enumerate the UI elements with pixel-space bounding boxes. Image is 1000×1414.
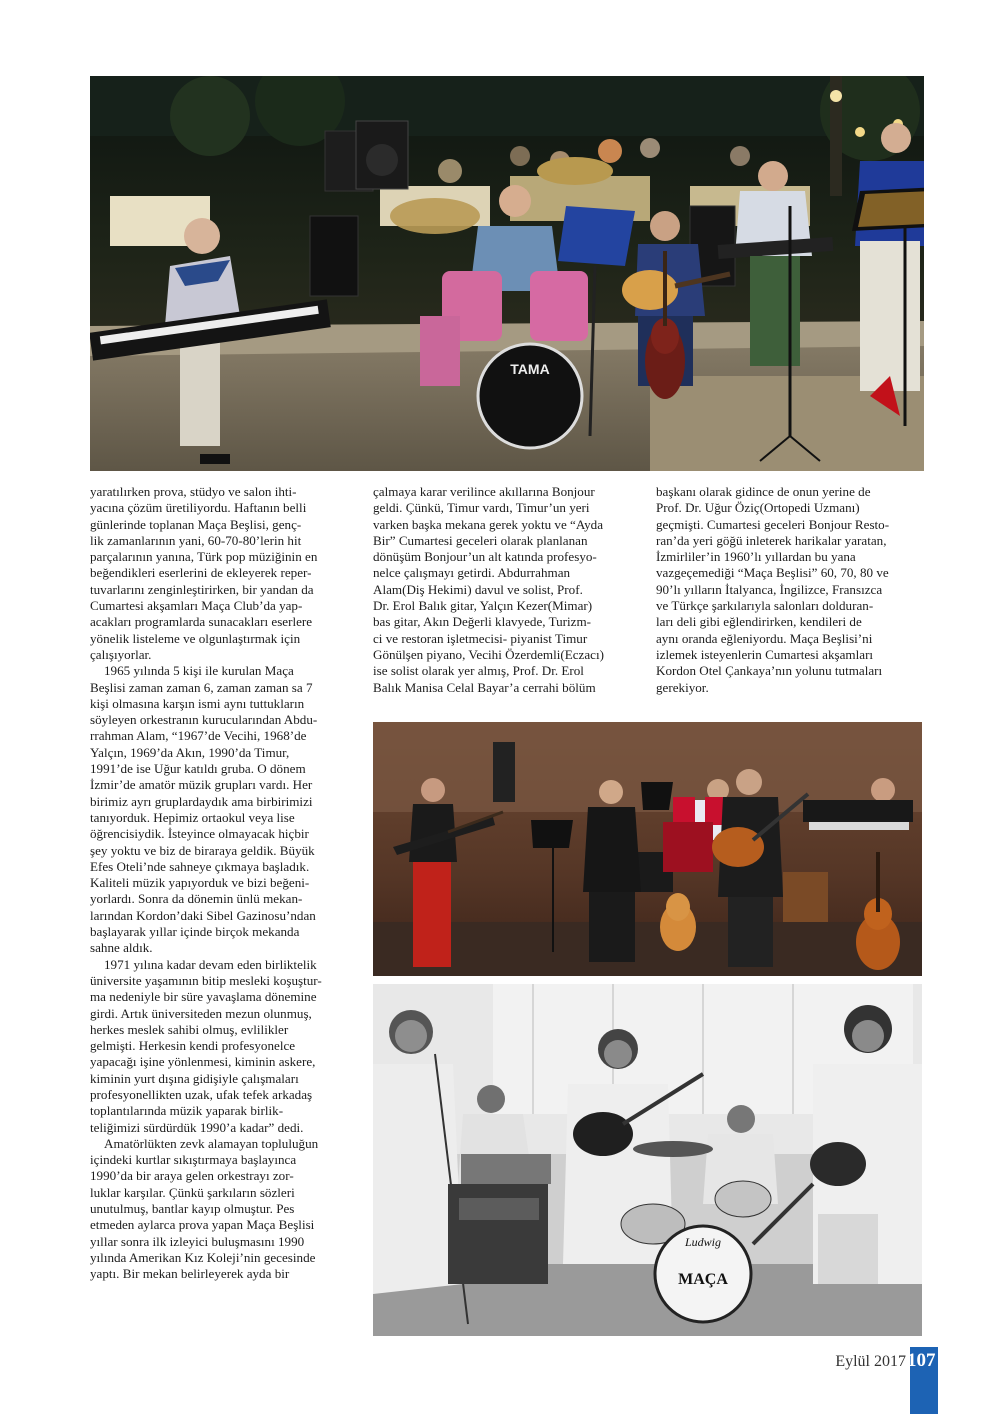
article-column-2 [373, 484, 635, 696]
article-column-1 [90, 484, 348, 1283]
article-paragraph: yaratılırken prova, stüdyo ve salon ihti- yacına çözüm üretiliyordu. Haftanın belli günlerinde toplanan Maça Beşlisi, genç- lik zamanlarının yani, 60-70-80’lerin hit parçalarının yanına, Türk pop müziğinin en beğendikleri eserlerini de ekleyerek reper- tuvarlarını zenginleştirirken, bir yandan da Cumartesi akşamları Maça Club’da yap- acakları programlarda sunacakları eserlere yönelik listeleme ve olgunlaştırmak için çalışıyorlar. [90, 484, 318, 662]
article-paragraph: 1965 yılında 5 kişi ile kurulan Maça Beşlisi zaman zaman 6, zaman zaman sa 7 kişi olmasına karşın ismi aynı tuttukların söyleyen orkestranın kurucularından Abdu- rrahman Alam, “1967’de Vecihi, 1968’de Yalçın, 1969’da Akın, 1990’da Timur, 1991’de ise Uğur katıldı gruba. O dönem İzmir’de amatör müzik grupları vardı. Her birimiz ayrı gruplardaydık ama birbirimizi tanıyorduk. Hepimiz ortaokul veya lise öğrencisiydik. İsteyince olmayacak hiçbir şey yoktu ve biz de biraraya geldik. Büyük Efes Oteli’nde sahneye çıkmaya başladık. Kaliteli müzik yapıyorduk ve bizi beğeni- yorlardı. Sonra da dönemin ünlü mekan- larından Kordon’daki Sibel Gazinosu’ndan başlayarak yıllar içinde birçok mekanda sahne aldık. [90, 663, 318, 956]
article-paragraph: 1971 yılına kadar devam eden birliktelik üniversite yaşamının bitip mesleki koşuştur- ma nedeniyle bir süre yavaşlama dönemine girdi. Artık üniversiteden mezun olunmuş, herkes meslek sahibi olmuş, evlilikler gelmişti. Herkesin kendi profesyonelce yapacağı işine yönlenmesi, kiminin askere, kiminin yurt dışına gidişiyle çalışmaları profesyonellikten uzak, ufak tefek arkadaş toplantılarında müzik yaparak birlik- teliğimizi sürdürdük 1990’a kadar” dedi. [90, 956, 322, 1135]
article-column-3 [656, 484, 922, 696]
issue-date: Eylül 2017 [835, 1353, 906, 1370]
band-photo-indoor [373, 722, 922, 976]
band-photo-vintage [373, 984, 922, 1336]
drum-brand-label: TAMA [510, 361, 550, 377]
drum-logo-label: MAÇA [678, 1271, 728, 1288]
band-photo-outdoor [90, 76, 924, 471]
article-paragraph: çalmaya karar verilince akıllarına Bonjour geldi. Çünkü, Timur vardı, Timur’un yeri varken başka mekana gerek yoktu ve “Ayda Bir” Cumartesi geceleri olarak planlanan dönüşüm Bonjour’un alt katında profesyo- nelce çalışmayı getirdi. Abdurrahman Alam(Diş Hekimi) davul ve solist, Prof. Dr. Erol Balık gitar, Yalçın Kezer(Mimar) bas gitar, Akın Değerli klavyede, Turizm- ci ve restoran işletmecisi- piyanist Timur Gönülşen piyano, Vecihi Özerdemli(Eczacı) ise solist olarak yer almış, Prof. Dr. Erol Balık Manisa Celal Bayar’a cerrahi bölüm [373, 484, 604, 695]
article-paragraph: başkanı olarak gidince de onun yerine de Prof. Dr. Uğur Öziç(Ortopedi Uzmanı) geçmişti. Cumartesi geceleri Bonjour Resto- ran’da yeri göğü inleterek harikalar yaratan, İzmirliler’in 1960’lı yıllardan bu yana vazgeçemediği “Maça Beşlisi” 60, 70, 80 ve 90’lı yılların İtalyanca, İngilizce, Fransızca ve Türkçe şarkılarıyla salonları dolduran- ları deli gibi eğlendirirken, kendileri de aynı oranda eğleniyordu. Maça Beşlisi’ni izlemek isteyenlerin Cumartesi akşamları Kordon Otel Çankaya’nın yolunu tutmaları gerekiyor. [656, 484, 890, 695]
page-number: 107 [907, 1350, 936, 1371]
article-paragraph: Amatörlükten zevk alamayan topluluğun içindeki kurtlar sıkıştırmaya başlayınca 1990’da bir araya gelen orkestrayı zor- luklar karşılar. Çünkü şarkıların sözleri unutulmuş, bantlar kayıp olmuştur. Pes etmeden aylarca prova yapan Maça Beşlisi yıllar sonra ilk izleyici buluşmasını 1990 yılında Amerikan Kız Koleji’nin gecesinde yaptı. Bir mekan belirleyerek ayda bir [90, 1135, 319, 1282]
drum-brand-label: Ludwig [684, 1235, 722, 1249]
